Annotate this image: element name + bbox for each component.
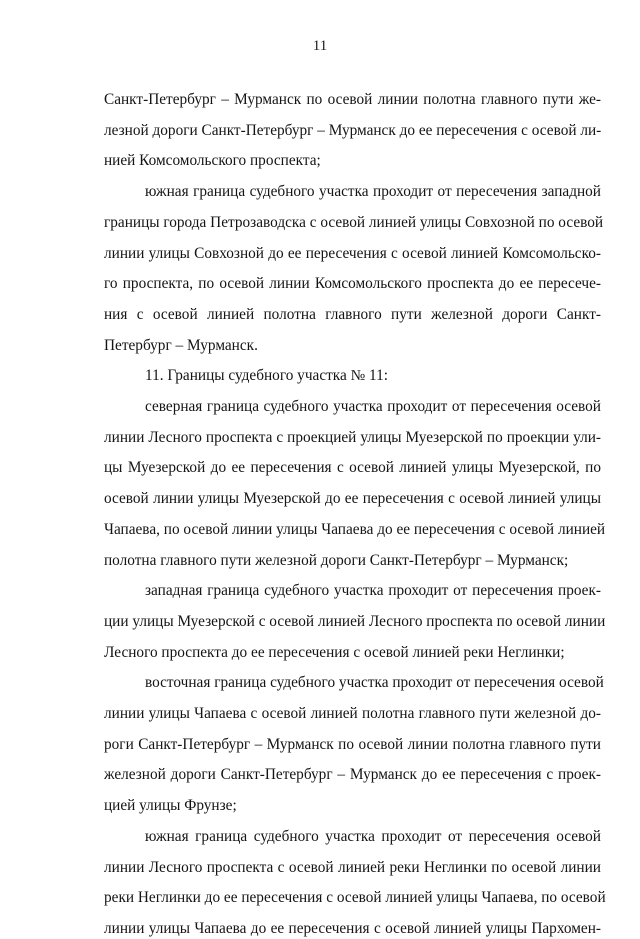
text-line: го проспекта, по осевой линии Комсомольского проспекта до ее пересече- xyxy=(104,275,601,293)
text-line: цией улицы Фрунзе; xyxy=(104,797,237,815)
text-line: железной дороги Санкт-Петербург – Мурманск до ее пересечения с проек- xyxy=(104,766,601,784)
text-line: Санкт-Петербург – Мурманск по осевой линии полотна главного пути же- xyxy=(104,91,601,108)
text-line: реки Неглинки до ее пересечения с осевой линией улицы Чапаева, по осевой xyxy=(104,889,606,907)
text-line: осевой линии улицы Муезерской до ее пересечения с осевой линией улицы xyxy=(104,490,601,508)
text-line: полотна главного пути железной дороги Санкт-Петербург – Мурманск; xyxy=(104,551,569,569)
text-line: линии Лесного проспекта с проекцией улицы Муезерской по проекции ули- xyxy=(104,428,601,446)
text-line: ции улицы Муезерской с осевой линией Лесного проспекта по осевой линии xyxy=(104,612,606,630)
text-line: Чапаева, по осевой линии улицы Чапаева до ее пересечения с осевой линией xyxy=(104,520,606,538)
text-line: южная граница судебного участка проходит от пересечения осевой xyxy=(145,827,601,845)
text-line: цы Муезерской до ее пересечения с осевой линией улицы Муезерской, по xyxy=(104,459,601,477)
text-line: Петербург – Мурманск. xyxy=(104,336,258,354)
text-line: границы города Петрозаводска с осевой линией улицы Совхозной по осевой xyxy=(104,213,604,231)
text-line: линии улицы Чапаева с осевой линией полотна главного пути железной до- xyxy=(104,705,601,722)
page-number: 11 xyxy=(312,38,328,54)
text-line: 11. Границы судебного участка № 11: xyxy=(145,367,389,385)
text-line: западная граница судебного участка проходит от пересечения проек- xyxy=(145,582,601,600)
text-line: ния с осевой линией полотна главного пути железной дороги Санкт- xyxy=(104,305,601,323)
text-line: роги Санкт-Петербург – Мурманск по осевой линии полотна главного пути xyxy=(104,735,601,753)
text-line: восточная граница судебного участка проходит от пересечения осевой xyxy=(145,674,604,692)
text-line: нией Комсомольского проспекта; xyxy=(104,152,321,170)
text-line: северная граница судебного участка проходит от пересечения осевой xyxy=(145,398,601,415)
text-line: линии Лесного проспекта с осевой линией реки Неглинки по осевой линии xyxy=(104,858,601,876)
text-line: линии улицы Чапаева до ее пересечения с осевой линией улицы Пархомен- xyxy=(104,919,601,937)
text-line: лезной дороги Санкт-Петербург – Мурманск до ее пересечения с осевой ли- xyxy=(104,121,602,139)
text-line: линии улицы Совхозной до ее пересечения с осевой линией Комсомольско- xyxy=(104,244,601,262)
text-line: Лесного проспекта до ее пересечения с осевой линией реки Неглинки; xyxy=(104,643,565,661)
text-line: южная граница судебного участка проходит от пересечения западной xyxy=(145,183,601,201)
